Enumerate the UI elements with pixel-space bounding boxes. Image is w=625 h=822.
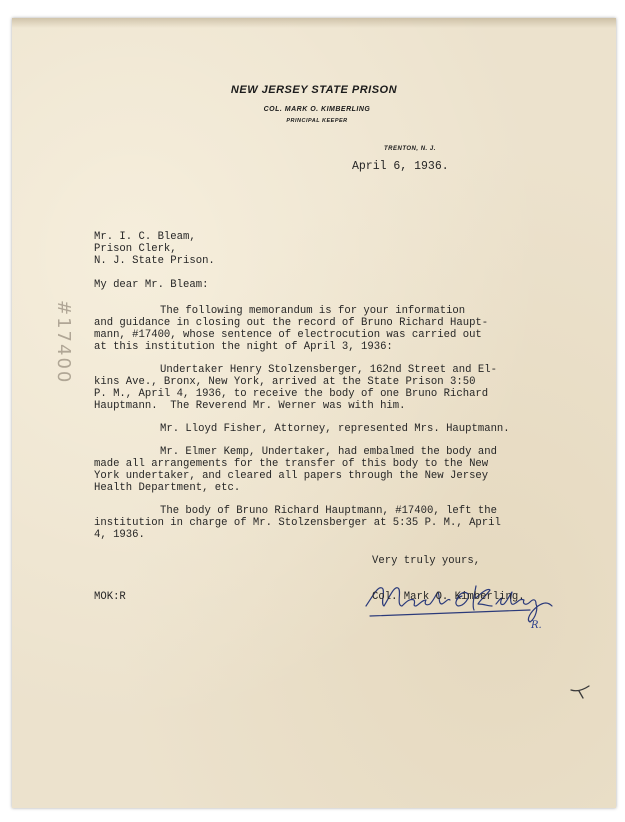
pencil-tick-mark [569,684,591,700]
body-paragraph-5-line-3: 4, 1936. [94,529,145,541]
initials-reference: MOK:R [94,591,126,603]
body-paragraph-3-line-1: Mr. Lloyd Fisher, Attorney, represented Mrs. Hauptmann. [160,423,510,435]
body-paragraph-2-line-1: Undertaker Henry Stolzensberger, 162nd Street and El- [160,364,497,376]
body-paragraph-5-line-1: The body of Bruno Richard Hauptmann, #17400, left the [160,505,497,517]
body-paragraph-2-line-4: Hauptmann. The Reverend Mr. Werner was with him. [94,400,406,412]
recipient-name: Mr. I. C. Bleam, [94,231,196,243]
signer-name: Col. Mark O. Kimberling. [372,591,525,603]
body-paragraph-4-line-1: Mr. Elmer Kemp, Undertaker, had embalmed the body and [160,446,497,458]
letter-page [12,18,616,808]
ink-initial: R. [531,620,542,631]
body-paragraph-2-line-2: kins Ave., Bronx, New York, arrived at the State Prison 3:50 [94,376,476,388]
body-paragraph-4-line-3: York undertaker, and cleared all papers through the New Jersey [94,470,489,482]
salutation: My dear Mr. Bleam: [94,279,209,291]
body-paragraph-1-line-2: and guidance in closing out the record of Bruno Richard Haupt- [94,317,489,329]
letterhead-officer: COL. MARK O. KIMBERLING [263,106,371,113]
letterhead-officer-title: PRINCIPAL KEEPER [286,118,348,124]
letterhead-institution: NEW JERSEY STATE PRISON [230,84,398,96]
body-paragraph-1-line-4: at this institution the night of April 3, 1936: [94,341,393,353]
body-paragraph-4-line-4: Health Department, etc. [94,482,241,494]
recipient-title: Prison Clerk, [94,243,177,255]
body-paragraph-2-line-3: P. M., April 4, 1936, to receive the body of one Bruno Richard [94,388,489,400]
recipient-org: N. J. State Prison. [94,255,215,267]
body-paragraph-4-line-2: made all arrangements for the transfer of this body to the New [94,458,489,470]
closing: Very truly yours, [372,555,481,567]
letter-date: April 6, 1936. [352,160,449,173]
body-paragraph-5-line-2: institution in charge of Mr. Stolzensberger at 5:35 P. M., April [94,517,501,529]
body-paragraph-1-line-3: mann, #17400, whose sentence of electrocution was carried out [94,329,482,341]
body-paragraph-1-line-1: The following memorandum is for your information [160,305,466,317]
letterhead-location: TRENTON, N. J. [384,146,436,152]
pencil-annotation: #17400 [53,300,74,385]
